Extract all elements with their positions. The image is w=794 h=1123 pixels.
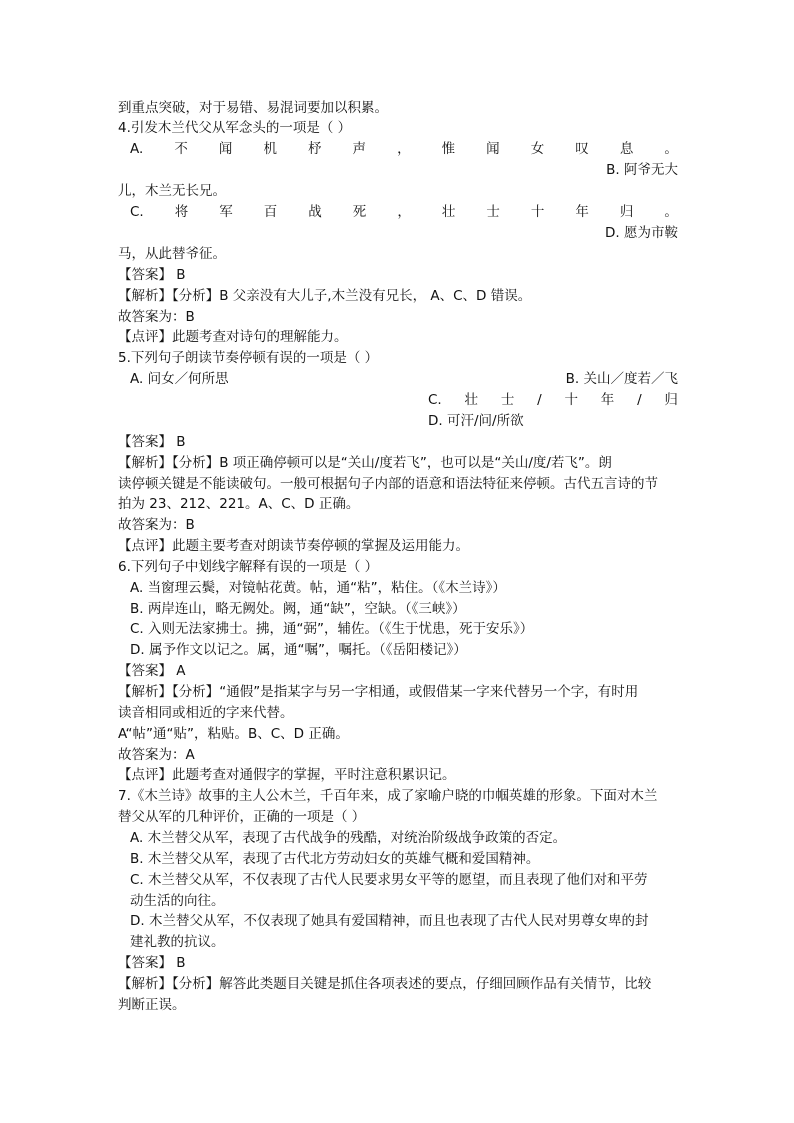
option-6b: B. 两岸连山，略无阙处。阙，通“缺”，空缺。（《三峡》）	[130, 601, 466, 617]
option-7a: A. 木兰替父从军，表现了古代战争的残酷，对统治阶级战争政策的否定。	[130, 830, 567, 846]
option-5d: D. 可汗/问/所欲	[428, 413, 524, 429]
analysis-6-cont: A“帖”通“贴”，粘贴。B、C、D 正确。	[118, 726, 349, 742]
option-7b: B. 木兰替父从军，表现了古代北方劳动妇女的英雄气概和爱国精神。	[130, 851, 540, 867]
answer-5: 【答案】 B	[118, 434, 186, 450]
answer-7: 【答案】 B	[118, 955, 186, 971]
text-line: 到重点突破，对于易错、易混词要加以积累。	[118, 100, 388, 116]
analysis-5: 【解析】【分析】B 项正确停顿可以是“关山/度若飞”，也可以是“关山/度/若飞”。朗	[118, 455, 612, 471]
analysis-7: 【解析】【分析】解答此类题目关键是抓住各项表述的要点，仔细回顾作品有关情节，比较	[118, 976, 652, 992]
option-5c: C. 壮 士 / 十 年 / 归	[428, 392, 678, 408]
comment-4: 【点评】此题考查对诗句的理解能力。	[118, 329, 348, 345]
analysis-5-cont: 读停顿关键是不能读破句。一般可根据句子内部的语意和语法特征来停顿。古代五言诗的节	[118, 476, 658, 492]
conclusion-4: 故答案为：B	[118, 309, 195, 325]
option-4b-cont: 儿，木兰无长兄。	[118, 183, 226, 199]
option-4a: A. 不 闻 机 杼 声 ， 惟 闻 女 叹 息 。	[130, 141, 678, 157]
option-7d: D. 木兰替父从军，不仅表现了她具有爱国精神，而且也表现了古代人民对男尊女卑的封	[130, 913, 649, 929]
option-7c-cont: 动生活的向往。	[130, 893, 225, 909]
analysis-6: 【解析】【分析】“通假”是指某字与另一字相通，或假借某一字来代替另一个字，有时用	[118, 684, 639, 700]
option-7d-cont: 建礼教的抗议。	[130, 934, 225, 950]
question-7: 7.《木兰诗》故事的主人公木兰，千百年来，成了家喻户晓的巾帼英雄的形象。下面对木兰	[118, 788, 658, 804]
question-5: 5.下列句子朗读节奏停顿有误的一项是（ ）	[118, 350, 379, 366]
option-6c: C. 入则无法家拂士。拂，通“弼”，辅佐。（《生于忧患，死于安乐》）	[130, 621, 534, 637]
option-4d: D. 愿为市鞍	[605, 225, 678, 241]
conclusion-6: 故答案为：A	[118, 747, 195, 763]
option-4c: C. 将 军 百 战 死 ， 壮 士 十 年 归 。	[130, 204, 678, 220]
analysis-5-cont: 拍为 23、212、221。A、C、D 正确。	[118, 496, 360, 512]
answer-4: 【答案】 B	[118, 267, 186, 283]
comment-6: 【点评】此题考查对通假字的掌握，平时注意积累识记。	[118, 767, 456, 783]
conclusion-5: 故答案为：B	[118, 517, 195, 533]
analysis-7-cont: 判断正误。	[118, 997, 186, 1013]
option-7c: C. 木兰替父从军，不仅表现了古代人民要求男女平等的愿望，而且表现了他们对和平劳	[130, 872, 648, 888]
option-5b: B. 关山／度若／飞	[565, 371, 678, 387]
answer-6: 【答案】 A	[118, 663, 186, 679]
question-4: 4.引发木兰代父从军念头的一项是（ ）	[118, 120, 352, 136]
option-6a: A. 当窗理云鬓，对镜帖花黄。帖，通“粘”，粘住。（《木兰诗》）	[130, 580, 506, 596]
option-6d: D. 属予作文以记之。属，通“嘱”，嘱托。（《岳阳楼记》）	[130, 642, 467, 658]
option-4b: B. 阿爷无大	[606, 162, 678, 178]
question-6: 6.下列句子中划线字解释有误的一项是（ ）	[118, 559, 379, 575]
comment-5: 【点评】此题主要考查对朗读节奏停顿的掌握及运用能力。	[118, 538, 469, 554]
option-4d-cont: 马，从此替爷征。	[118, 246, 226, 262]
analysis-4: 【解析】【分析】B 父亲没有大儿子,木兰没有兄长， A、C、D 错误。	[118, 288, 532, 304]
option-5a: A. 问女／何所思	[130, 371, 229, 387]
question-7-cont: 替父从军的几种评价，正确的一项是（ ）	[118, 809, 366, 825]
analysis-6-cont: 读音相同或相近的字来代替。	[118, 705, 294, 721]
